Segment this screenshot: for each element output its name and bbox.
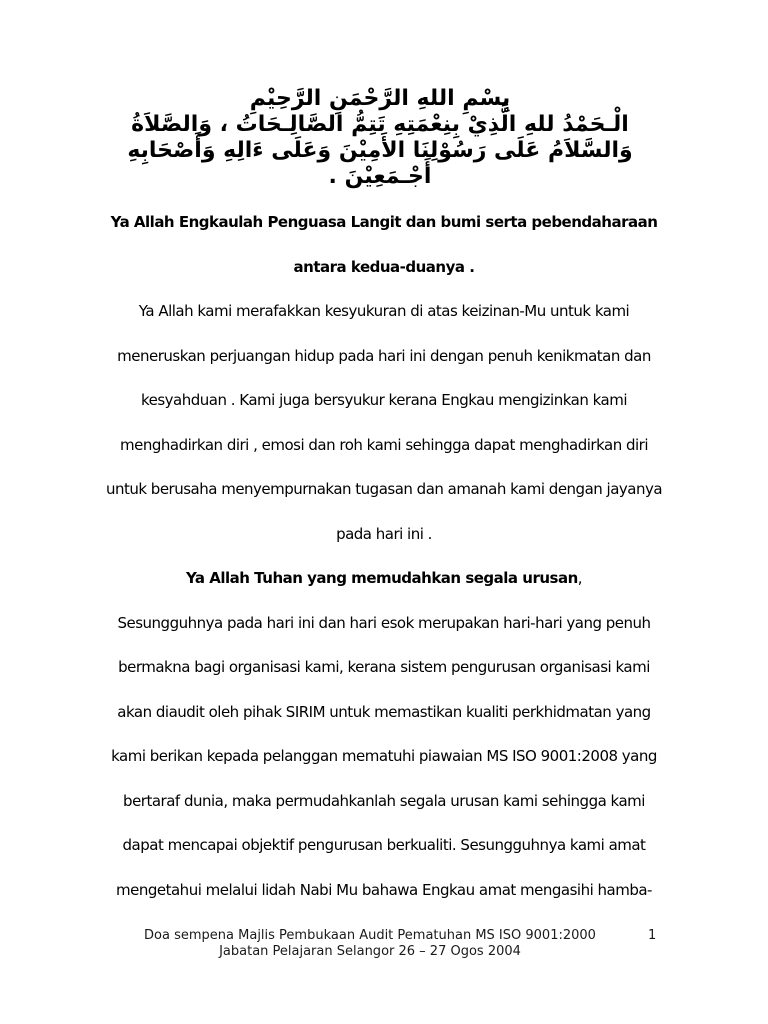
footer-line-2: Jabatan Pelajaran Selangor 26 – 27 Ogos 2004 xyxy=(219,944,521,959)
page-footer xyxy=(100,928,640,960)
paragraph-4-line-7: mengetahui melalui lidah Nabi Mu bahawa Engkau amat mengasihi hamba- xyxy=(116,880,652,899)
paragraph-1-line-1: Ya Allah Engkaulah Penguasa Langit dan bumi serta pebendaharaan xyxy=(110,213,658,231)
section-heading-text: Ya Allah Tuhan yang memudahkan segala urusan xyxy=(185,569,578,587)
paragraph-2-line-2: meneruskan perjuangan hidup pada hari ini dengan penuh kenikmatan dan xyxy=(117,346,651,365)
paragraph-4-line-1: Sesungguhnya pada hari ini dan hari esok merupakan hari-hari yang penuh xyxy=(117,613,651,632)
paragraph-2-line-3: kesyahduan . Kami juga bersyukur kerana Engkau mengizinkan kami xyxy=(140,391,628,409)
arabic-basmalah: بِسْمِ اللهِ الرَّحْمَنِ الرَّحِيْمِ xyxy=(249,86,511,111)
prayer-body xyxy=(100,200,668,912)
arabic-line-4: أَجْـمَعِيْنَ . xyxy=(328,164,432,189)
arabic-opening-prayer xyxy=(100,86,660,190)
paragraph-2-line-4: menghadirkan diri , emosi dan roh kami sehingga dapat menghadirkan diri xyxy=(120,435,648,454)
paragraph-4-line-5: bertaraf dunia, maka permudahkanlah segala urusan kami sehingga kami xyxy=(123,791,645,810)
section-heading-comma: , xyxy=(577,569,583,587)
paragraph-2-line-6: pada hari ini . xyxy=(336,524,432,543)
paragraph-2-line-1: Ya Allah kami merafakkan kesyukuran di atas keizinan-Mu untuk kami xyxy=(138,302,630,320)
paragraph-4-line-2: bermakna bagi organisasi kami, kerana sistem pengurusan organisasi kami xyxy=(118,658,650,676)
paragraph-2-line-5: untuk berusaha menyempurnakan tugasan dan amanah kami dengan jayanya xyxy=(105,480,663,498)
section-heading xyxy=(100,556,668,601)
paragraph-4-line-4: kami berikan kepada pelanggan mematuhi piawaian MS ISO 9001:2008 yang xyxy=(111,747,657,765)
footer-line-1: Doa sempena Majlis Pembukaan Audit Pematuhan MS ISO 9001:2000 xyxy=(144,928,596,943)
paragraph-4-line-3: akan diaudit oleh pihak SIRIM untuk memastikan kualiti perkhidmatan yang xyxy=(117,702,651,721)
arabic-line-3: وَالسَّلاَمُ عَلَى رَسُوْلِنَا الأَمِيْنَ وَعَلَى ءَالِهِ وَأَصْحَابِهِ xyxy=(127,138,633,163)
arabic-line-2: الْـحَمْدُ للهِ الَّذِيْ بِنِعْمَتِهِ تَتِمُّ الصَّالِـحَاتُ ، وَالصَّلاَةُ xyxy=(131,112,629,137)
page-number: 1 xyxy=(648,928,657,943)
paragraph-4-line-6: dapat mencapai objektif pengurusan berkualiti. Sesungguhnya kami amat xyxy=(122,836,646,854)
paragraph-1-line-2: antara kedua-duanya . xyxy=(293,257,475,276)
